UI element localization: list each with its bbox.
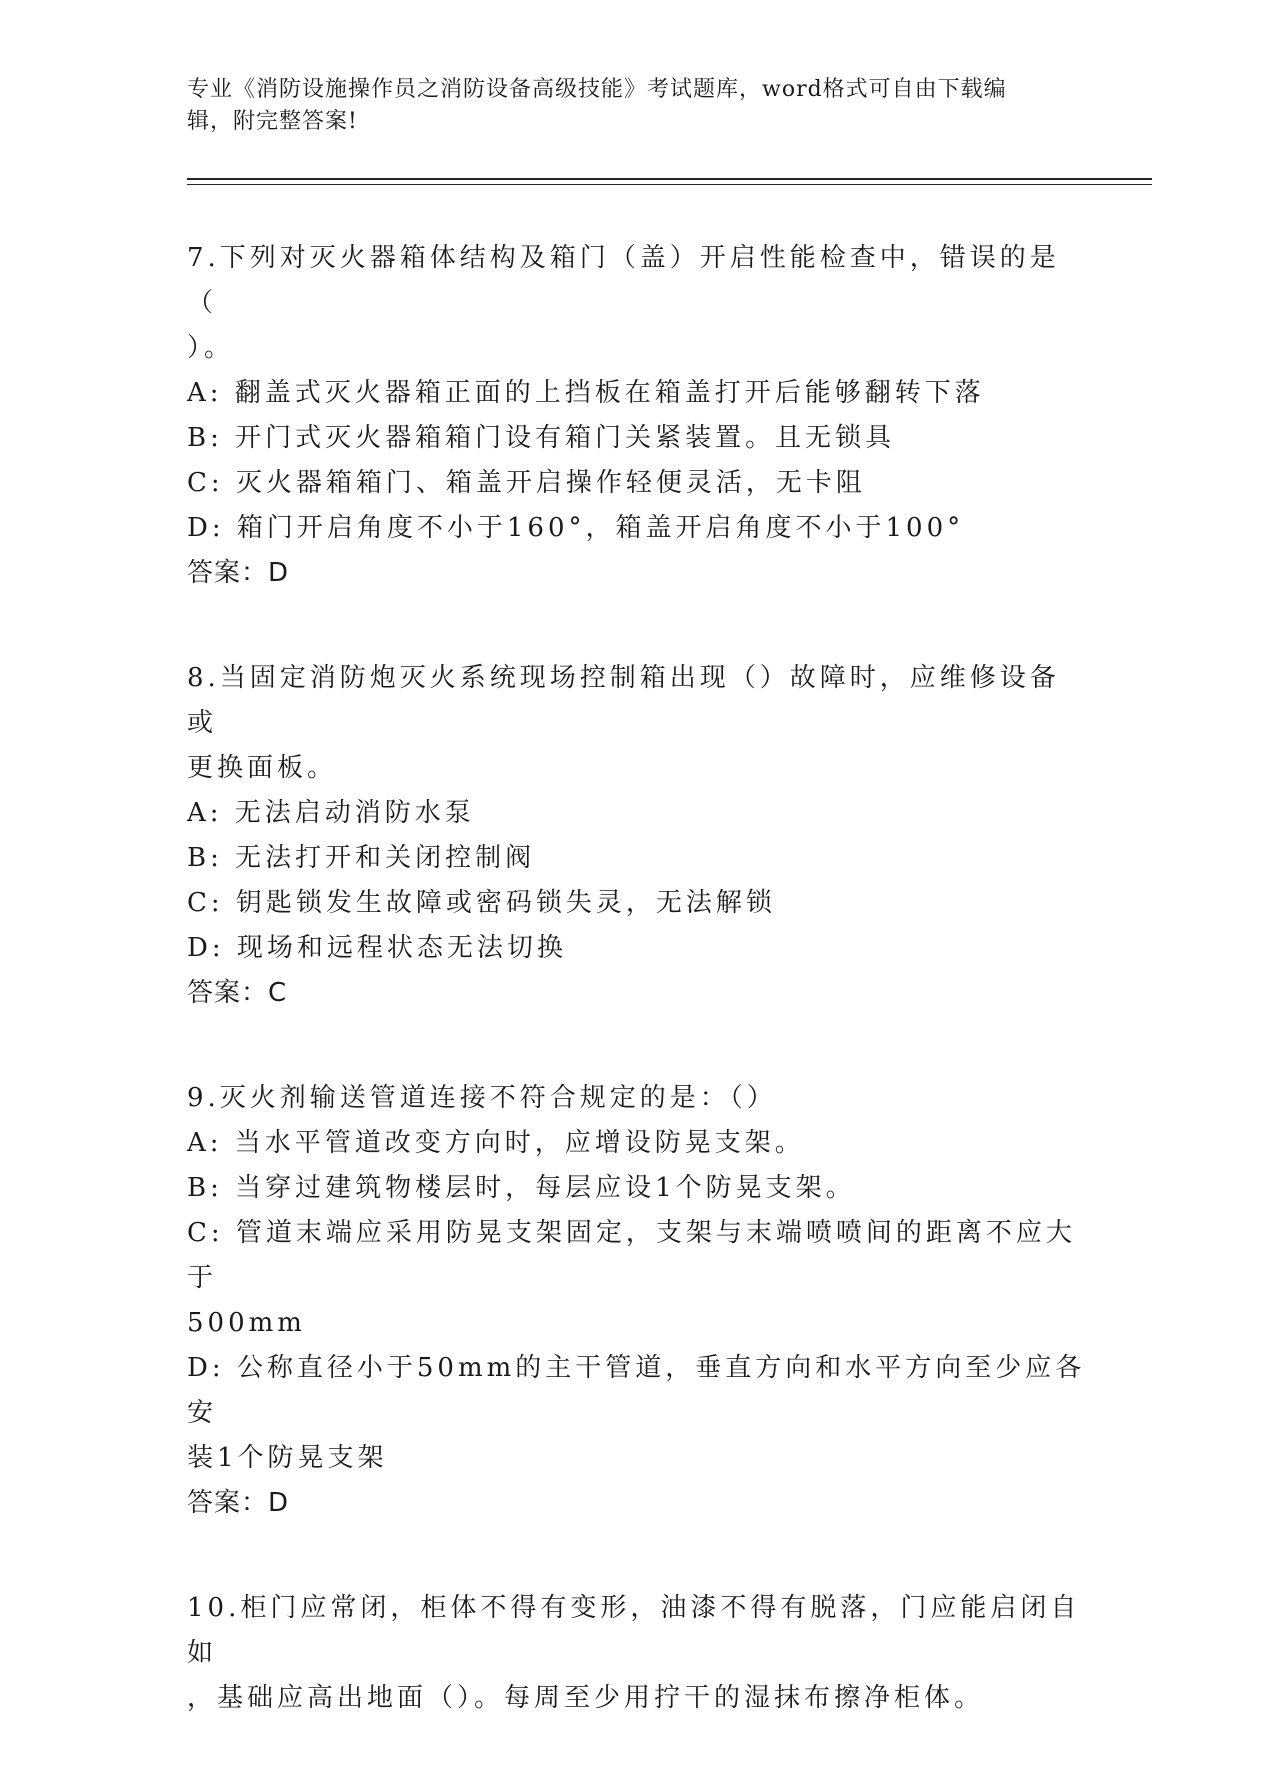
question-stem: ，基础应高出地面（）。每周至少用拧干的湿抹布擦净柜体。 (187, 1683, 985, 1713)
question-block (187, 1076, 1087, 1526)
question-stem: 9.灭火剂输送管道连接不符合规定的是：（） (187, 1083, 777, 1113)
header-divider-thin (187, 184, 1152, 185)
answer-option: D: 公称直径小于50mm的主干管道，垂直方向和水平方向至少应各安 (187, 1353, 1086, 1428)
header-divider-thick (187, 178, 1152, 180)
question-block (187, 236, 1087, 596)
answer-key: 答案：D (187, 558, 290, 588)
answer-option: 500mm (187, 1308, 306, 1338)
answer-option: C: 灭火器箱箱门、箱盖开启操作轻便灵活，无卡阻 (187, 468, 866, 498)
answer-option: B: 开门式灭火器箱箱门设有箱门关紧装置。且无锁具 (187, 423, 896, 453)
answer-option: A: 当水平管道改变方向时，应增设防晃支架。 (187, 1128, 805, 1158)
answer-key: 答案：D (187, 1488, 290, 1518)
question-stem: 10.柜门应常闭，柜体不得有变形，油漆不得有脱落，门应能启闭自如 (187, 1593, 1081, 1668)
answer-option: C: 钥匙锁发生故障或密码锁失灵，无法解锁 (187, 888, 776, 918)
question-stem: 更换面板。 (187, 753, 338, 783)
answer-option: D: 箱门开启角度不小于160°，箱盖开启角度不小于100° (187, 513, 965, 543)
answer-option: 装1个防晃支架 (187, 1443, 388, 1473)
question-list (187, 236, 1087, 1781)
answer-option: D: 现场和远程状态无法切换 (187, 933, 567, 963)
answer-option: A: 无法启动消防水泵 (187, 798, 475, 828)
question-block (187, 1586, 1087, 1721)
answer-option: C: 管道末端应采用防晃支架固定，支架与末端喷喷间的距离不应大于 (187, 1218, 1076, 1293)
question-block (187, 656, 1087, 1016)
header-line-1: 专业《消防设施操作员之消防设备高级技能》考试题库，word格式可自由下载编 (187, 77, 1007, 102)
answer-key: 答案：C (187, 978, 288, 1008)
header-line-2: 辑，附完整答案! (187, 109, 358, 134)
question-stem: 7.下列对灭火器箱体结构及箱门（盖）开启性能检查中，错误的是（ (187, 243, 1060, 318)
answer-option: B: 无法打开和关闭控制阀 (187, 843, 536, 873)
document-header (187, 74, 1067, 138)
question-stem: ）。 (187, 333, 235, 363)
answer-option: A: 翻盖式灭火器箱正面的上挡板在箱盖打开后能够翻转下落 (187, 378, 985, 408)
answer-option: B: 当穿过建筑物楼层时，每层应设1个防晃支架。 (187, 1173, 856, 1203)
question-stem: 8.当固定消防炮灭火系统现场控制箱出现（）故障时，应维修设备或 (187, 663, 1060, 738)
